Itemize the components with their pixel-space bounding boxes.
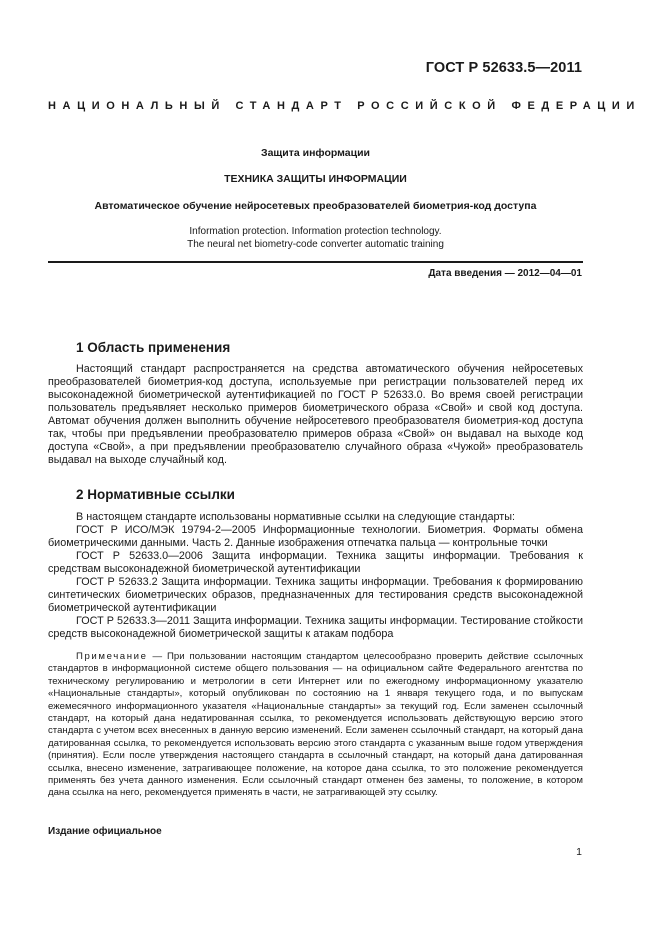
normative-reference: ГОСТ Р 52633.3—2011 Защита информации. Техника защиты информации. Тестирование стойкости средств высоконадежной биометрической защиты к атакам подбора bbox=[48, 615, 583, 640]
english-title-line-2: The neural net biometry-code converter automatic training bbox=[187, 239, 444, 250]
note-text: — При пользовании настоящим стандартом целесообразно проверить действие ссылочных стандартов в информационной системе общего пользования — на официальном сайте Федерального агентства по техническому регулированию и метрологии в сети Интернет или по ежегодному информационному указателю «Национальные стандарты», который опубликован по состоянию на 1 января текущего года, и по выпускам ежемесячного информационного указателя «Национальные стандарты» за текущий год. Если заменен ссылочный стандарт, на который дана недатированная ссылка, то рекомендуется использовать действующую версию этого стандарта с учетом всех внесенных в данную версию изменений. Если заменен ссылочный стандарт, на который дана датированная ссылка, то рекомендуется использовать версию этого стандарта с указанным выше годом утверждения (принятия). Если после утверждения настоящего стандарта в ссылочный стандарт, на который дана датированная ссылка, внесено изменение, затрагивающее положение, на которое дана ссылка, то это положение рекомендуется применять без учета данного изменения. Если ссылочный стандарт отменен без замены, то положение, в котором дана ссылка на него, рекомендуется применять в части, не затрагивающей эту ссылку. bbox=[48, 651, 583, 799]
normative-reference: ГОСТ Р ИСО/МЭК 19794-2—2005 Информационные технологии. Биометрия. Форматы обмена биометрическими данными. Часть 2. Данные изображения отпечатка пальца — контрольные точки bbox=[48, 524, 583, 549]
normative-reference: ГОСТ Р 52633.0—2006 Защита информации. Техника защиты информации. Требования к средствам высоконадежной биометрической аутентификации bbox=[48, 550, 583, 575]
page-number: 1 bbox=[576, 846, 582, 858]
section-1-paragraph: Настоящий стандарт распространяется на средства автоматического обучения нейросетевых преобразователей биометрия-код доступа, используемые при регистрации пользователей перед их высоконадежной биометрической аутентификацией по ГОСТ Р 52633.0. Во время своей регистрации пользователь предъявляет несколько примеров биометрического образа «Свой» и свой код доступа. Автомат обучения должен выполнить обучение нейросетевого преобразователя биометрия-код доступа так, чтобы при предъявлении преобразователю примеров образа «Свой» он выдавал на выходе код доступа «Свой», а при предъявлении преобразователю случайного образа «Чужой» преобразователь выдавал на выходе случайный код. bbox=[48, 363, 583, 466]
document-code: ГОСТ Р 52633.5—2011 bbox=[425, 60, 582, 76]
official-edition-label: Издание официальное bbox=[48, 826, 162, 837]
section-2-heading: 2 Нормативные ссылки bbox=[76, 487, 235, 502]
section-2-intro: В настоящем стандарте использованы нормативные ссылки на следующие стандарты: bbox=[76, 511, 515, 523]
section-2-body bbox=[48, 511, 583, 641]
title-specific: Автоматическое обучение нейросетевых преобразователей биометрия-код доступа bbox=[94, 200, 537, 212]
national-standard-banner: НАЦИОНАЛЬНЫЙ СТАНДАРТ РОССИЙСКОЙ ФЕДЕРАЦИИ bbox=[48, 100, 641, 112]
note-paragraph bbox=[48, 651, 583, 800]
title-subject: Защита информации bbox=[261, 147, 370, 159]
title-main: ТЕХНИКА ЗАЩИТЫ ИНФОРМАЦИИ bbox=[224, 173, 407, 185]
note-label: Примечание bbox=[76, 651, 148, 662]
english-title-line-1: Information protection. Information protection technology. bbox=[189, 226, 442, 237]
normative-reference: ГОСТ Р 52633.2 Защита информации. Техника защиты информации. Требования к формированию синтетических биометрических образов, предназначенных для тестирования средств высоконадежной биометрической аутентификации bbox=[48, 576, 583, 614]
section-1-body bbox=[48, 363, 583, 467]
title-divider bbox=[48, 261, 583, 263]
introduction-date: Дата введения — 2012—04—01 bbox=[428, 268, 582, 279]
section-1-heading: 1 Область применения bbox=[76, 340, 231, 355]
